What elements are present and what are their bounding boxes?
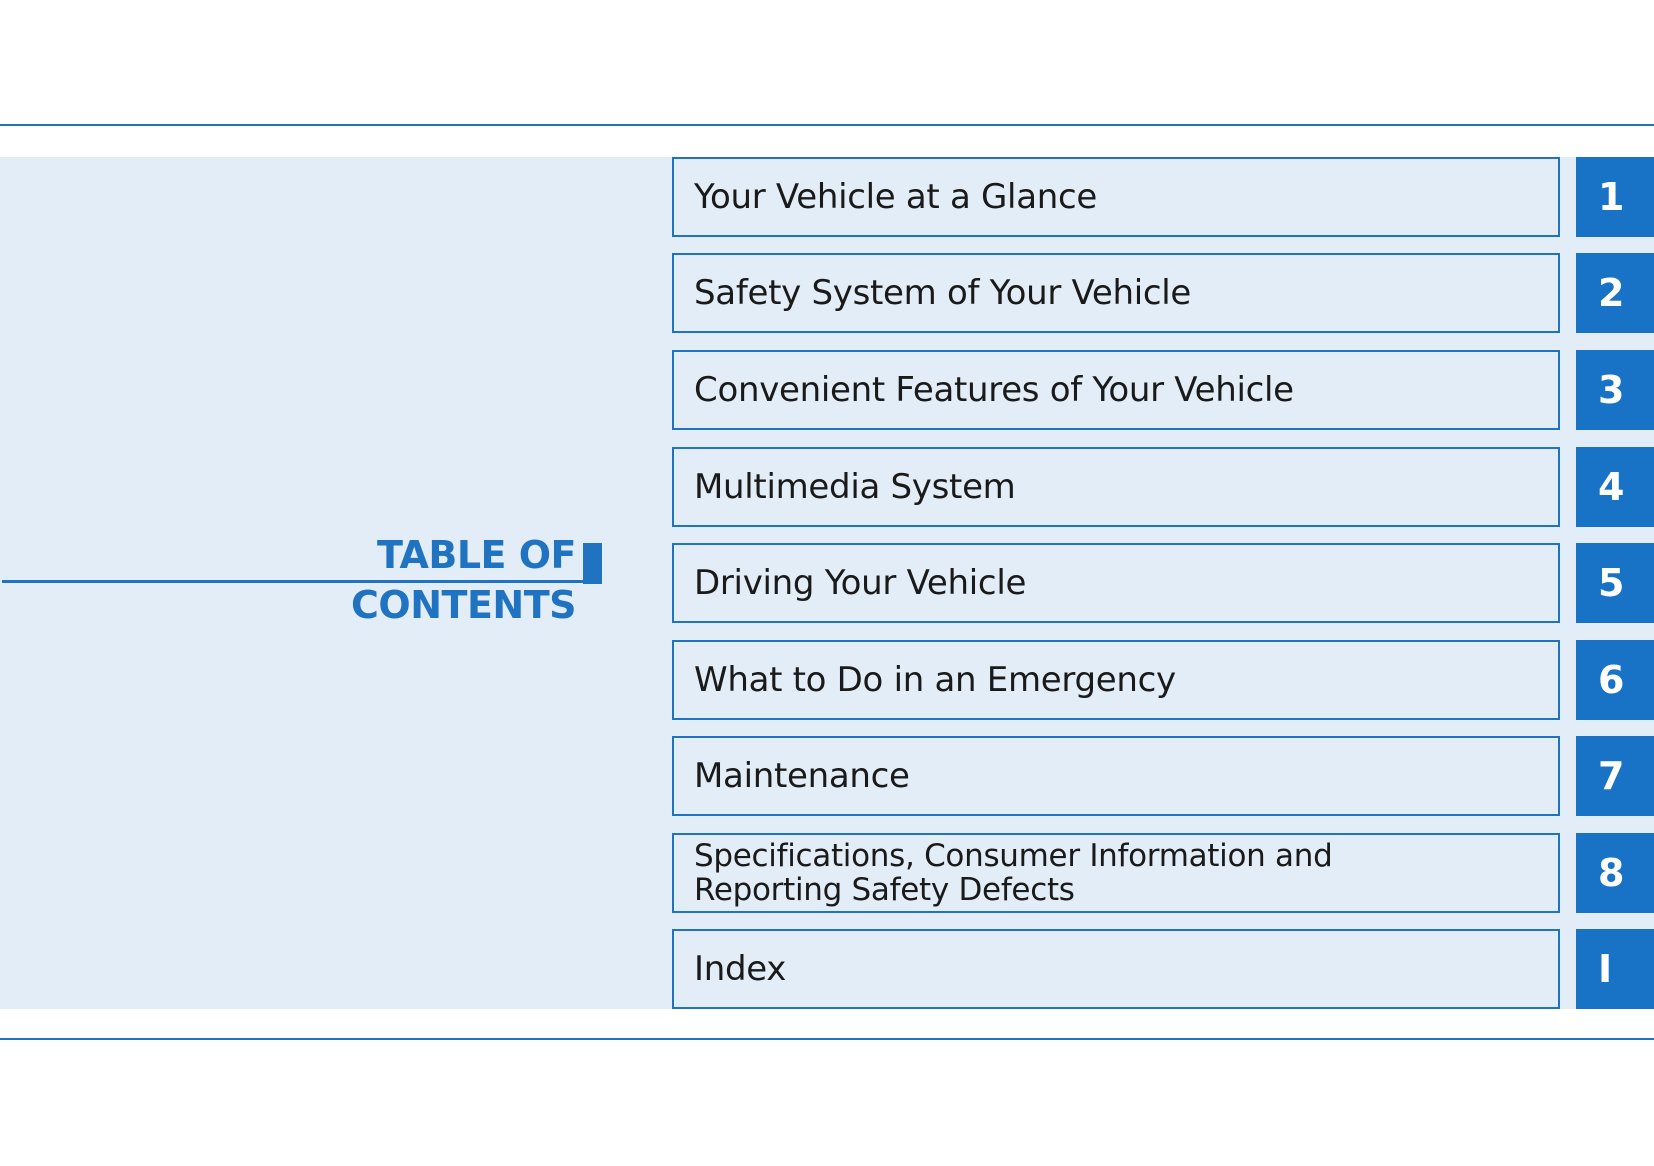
chapter-tab[interactable]: 5 <box>1576 543 1654 623</box>
entry-title: Safety System of Your Vehicle <box>694 273 1192 313</box>
toc-entry-6[interactable] <box>672 640 1654 720</box>
toc-entry-5[interactable] <box>672 543 1654 623</box>
chapter-tab[interactable]: 8 <box>1576 833 1654 913</box>
toc-entry-3[interactable] <box>672 350 1654 430</box>
entry-box[interactable] <box>672 640 1560 720</box>
chapter-tab[interactable]: 1 <box>1576 157 1654 237</box>
bottom-rule <box>0 1038 1654 1040</box>
entry-title-line-2: Reporting Safety Defects <box>694 872 1075 908</box>
entry-title: Convenient Features of Your Vehicle <box>694 370 1294 410</box>
entry-box[interactable] <box>672 253 1560 333</box>
entry-box[interactable] <box>672 447 1560 527</box>
top-rule <box>0 124 1654 126</box>
entry-title: Your Vehicle at a Glance <box>694 177 1097 217</box>
toc-entry-7[interactable] <box>672 736 1654 816</box>
chapter-tab[interactable]: I <box>1576 929 1654 1009</box>
entry-box[interactable] <box>672 543 1560 623</box>
toc-entry-index[interactable] <box>672 929 1654 1009</box>
entry-title-line-1: Specifications, Consumer Information and <box>694 838 1333 874</box>
chapter-tab[interactable]: 3 <box>1576 350 1654 430</box>
entry-title <box>674 839 1332 907</box>
chapter-tab[interactable]: 4 <box>1576 447 1654 527</box>
toc-heading: TABLE OF CONTENTS <box>351 533 576 627</box>
toc-entry-4[interactable] <box>672 447 1654 527</box>
chapter-tab[interactable]: 7 <box>1576 736 1654 816</box>
toc-entry-2[interactable] <box>672 253 1654 333</box>
toc-entry-8[interactable] <box>672 833 1654 913</box>
entry-box[interactable] <box>672 736 1560 816</box>
toc-entry-1[interactable] <box>672 157 1654 237</box>
entry-title: Driving Your Vehicle <box>694 563 1027 603</box>
entry-box[interactable] <box>672 929 1560 1009</box>
entry-title: Index <box>694 949 787 989</box>
chapter-tab[interactable]: 6 <box>1576 640 1654 720</box>
entry-box[interactable] <box>672 833 1560 913</box>
entry-title: Multimedia System <box>694 467 1016 507</box>
entry-title: What to Do in an Emergency <box>694 660 1176 700</box>
heading-underline <box>2 580 602 583</box>
heading-marker <box>583 543 602 584</box>
entry-title: Maintenance <box>694 756 910 796</box>
entry-box[interactable] <box>672 157 1560 237</box>
chapter-tab[interactable]: 2 <box>1576 253 1654 333</box>
entry-box[interactable] <box>672 350 1560 430</box>
